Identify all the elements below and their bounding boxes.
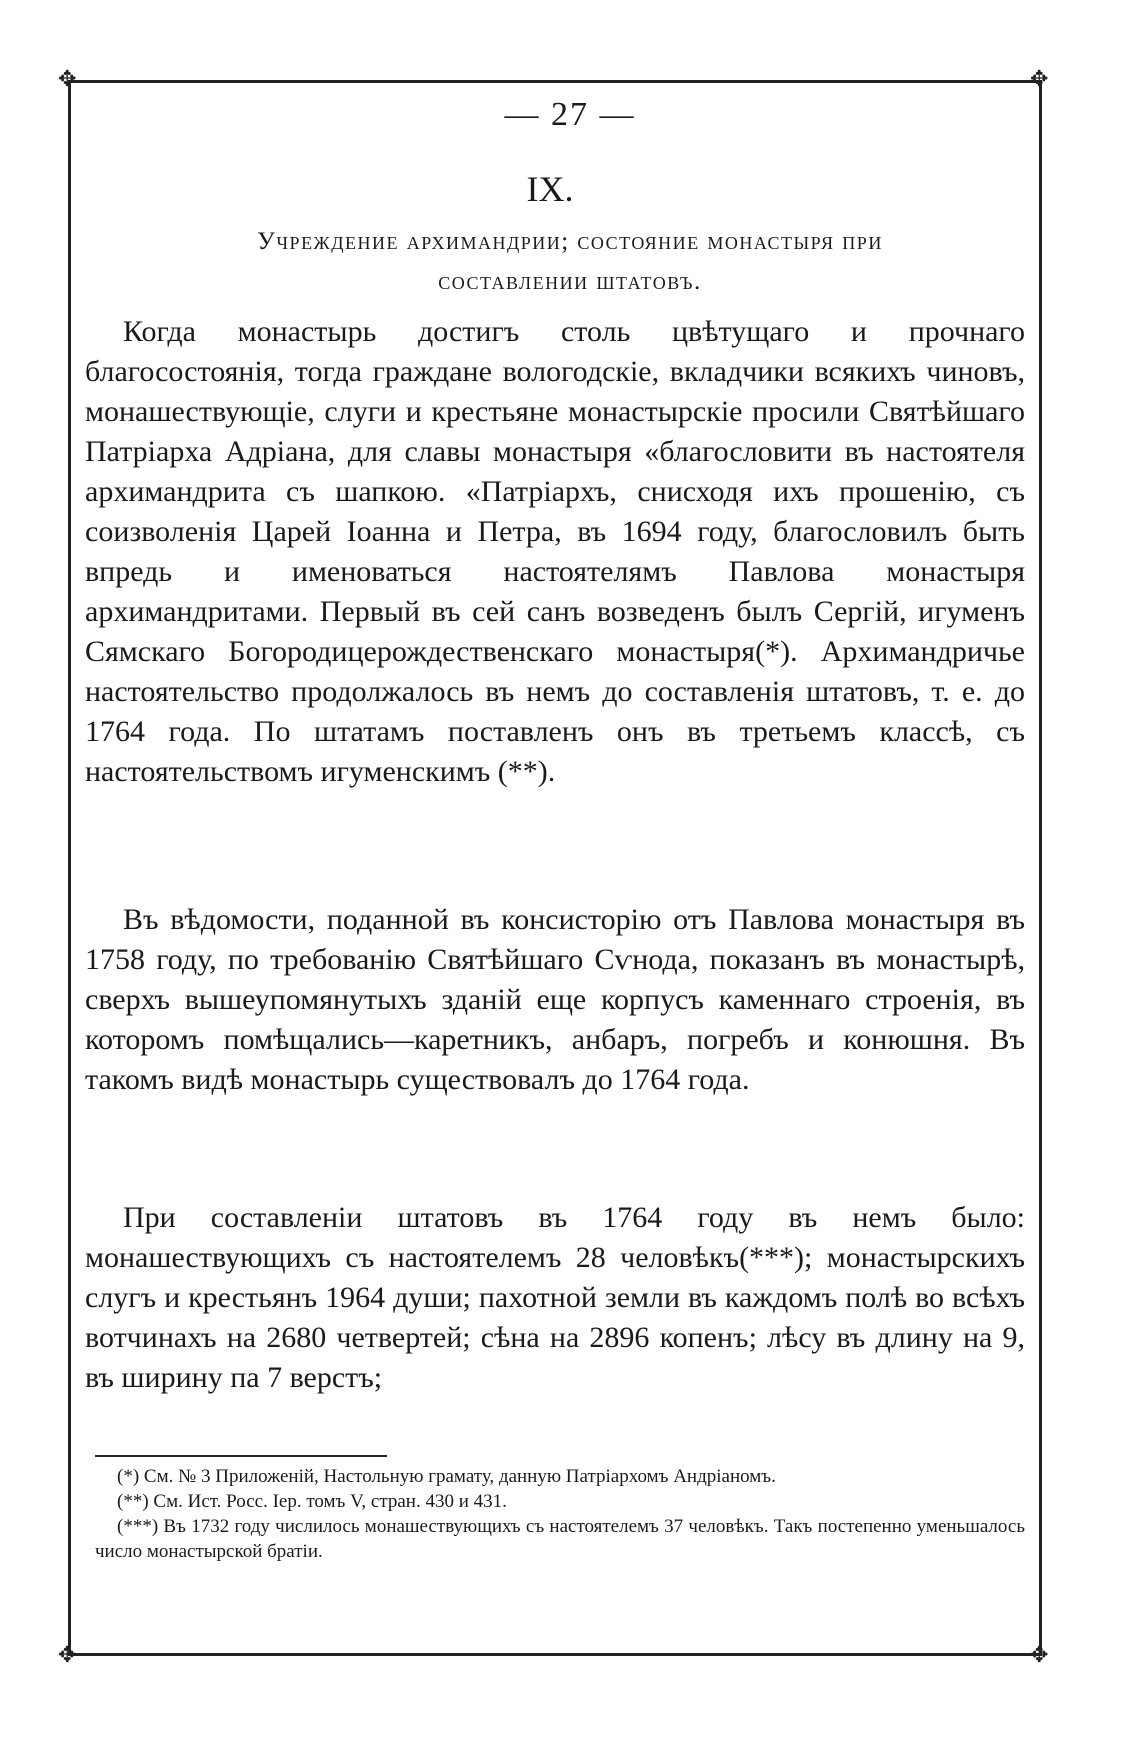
footnote: [95, 1514, 1025, 1564]
footnote-text: (*) См. № 3 Приложеній, Настольную грамату, данную Патріархомъ Андріаномъ.: [117, 1466, 776, 1487]
ornament-corner-icon: ✥: [1030, 1642, 1049, 1667]
footnote-text: (***) Въ 1732 году числилось монашествующихъ съ настоятелемъ 37 человѣкъ. Такъ постепенно уменьшалось число монастырской братіи.: [95, 1516, 1025, 1562]
paragraph-text: Въ вѣдомости, поданной въ консисторію отъ Павлова монастыря въ 1758 году, по требованію Святѣйшаго Сѵнода, показанъ въ монастырѣ, сверхъ вышеупомянутыхъ зданій еще корпусъ каменнаго строенія, въ которомъ помѣщались—каретникъ, анбаръ, погребъ и конюшня. Въ такомъ видѣ монастырь существовалъ до 1764 года.: [85, 903, 1025, 1096]
ornament-corner-icon: ✥: [58, 66, 77, 91]
chapter-title-line: Учреждение архимандрии; состояние монастыря при: [257, 228, 883, 255]
chapter-title-line: составлении штатовъ.: [438, 268, 702, 295]
footnotes: [95, 1464, 1025, 1564]
ornament-corner-icon: ✥: [58, 1642, 77, 1667]
footnote: [95, 1489, 1025, 1514]
ornament-corner-icon: ✥: [1030, 66, 1049, 91]
paragraph: [85, 1198, 1025, 1398]
chapter-title: [120, 222, 1020, 302]
footnote: [95, 1464, 1025, 1489]
paragraph-text: При составленіи штатовъ въ 1764 году въ немъ было: монашествующихъ съ настоятелемъ 28 человѣкъ(***); монастырскихъ слугъ и крестьянъ 1964 души; пахотной земли въ каждомъ полѣ во всѣхъ вотчинахъ на 2680 четвертей; сѣна на 2896 копенъ; лѣсу въ длину на 9, въ ширину па 7 верстъ;: [85, 1201, 1025, 1394]
footnote-divider: [95, 1455, 387, 1457]
chapter-number: IX.: [526, 169, 574, 209]
paragraph: [85, 312, 1025, 792]
page-number: — 27 —: [504, 96, 636, 133]
footnote-text: (**) См. Ист. Росс. Іер. томъ V, стран. 430 и 431.: [117, 1491, 507, 1512]
paragraph-text: Когда монастырь достигъ столь цвѣтущаго и прочнаго благосостоянія, тогда граждане вологодскіе, вкладчики всякихъ чиновъ, монашествующіе, слуги и крестьяне монастырскіе просили Святѣйшаго Патріарха Адріана, для славы монастыря «благословити въ настоятеля архимандрита съ шапкою. «Патріархъ, снисходя ихъ прошенію, съ соизволенія Царей Іоанна и Петра, въ 1694 году, благословилъ быть впредь и именоваться настоятелямъ Павлова монастыря архимандритами. Первый въ сей санъ возведенъ былъ Сергій, игуменъ Сямскаго Богородицерождественскаго монастыря(*). Архимандричье настоятельство продолжалось въ немъ до составленія штатовъ, т. е. до 1764 года. По штатамъ поставленъ онъ въ третьемъ классѣ, съ настоятельствомъ игуменскимъ (**).: [85, 315, 1025, 788]
paragraph: [85, 900, 1025, 1100]
